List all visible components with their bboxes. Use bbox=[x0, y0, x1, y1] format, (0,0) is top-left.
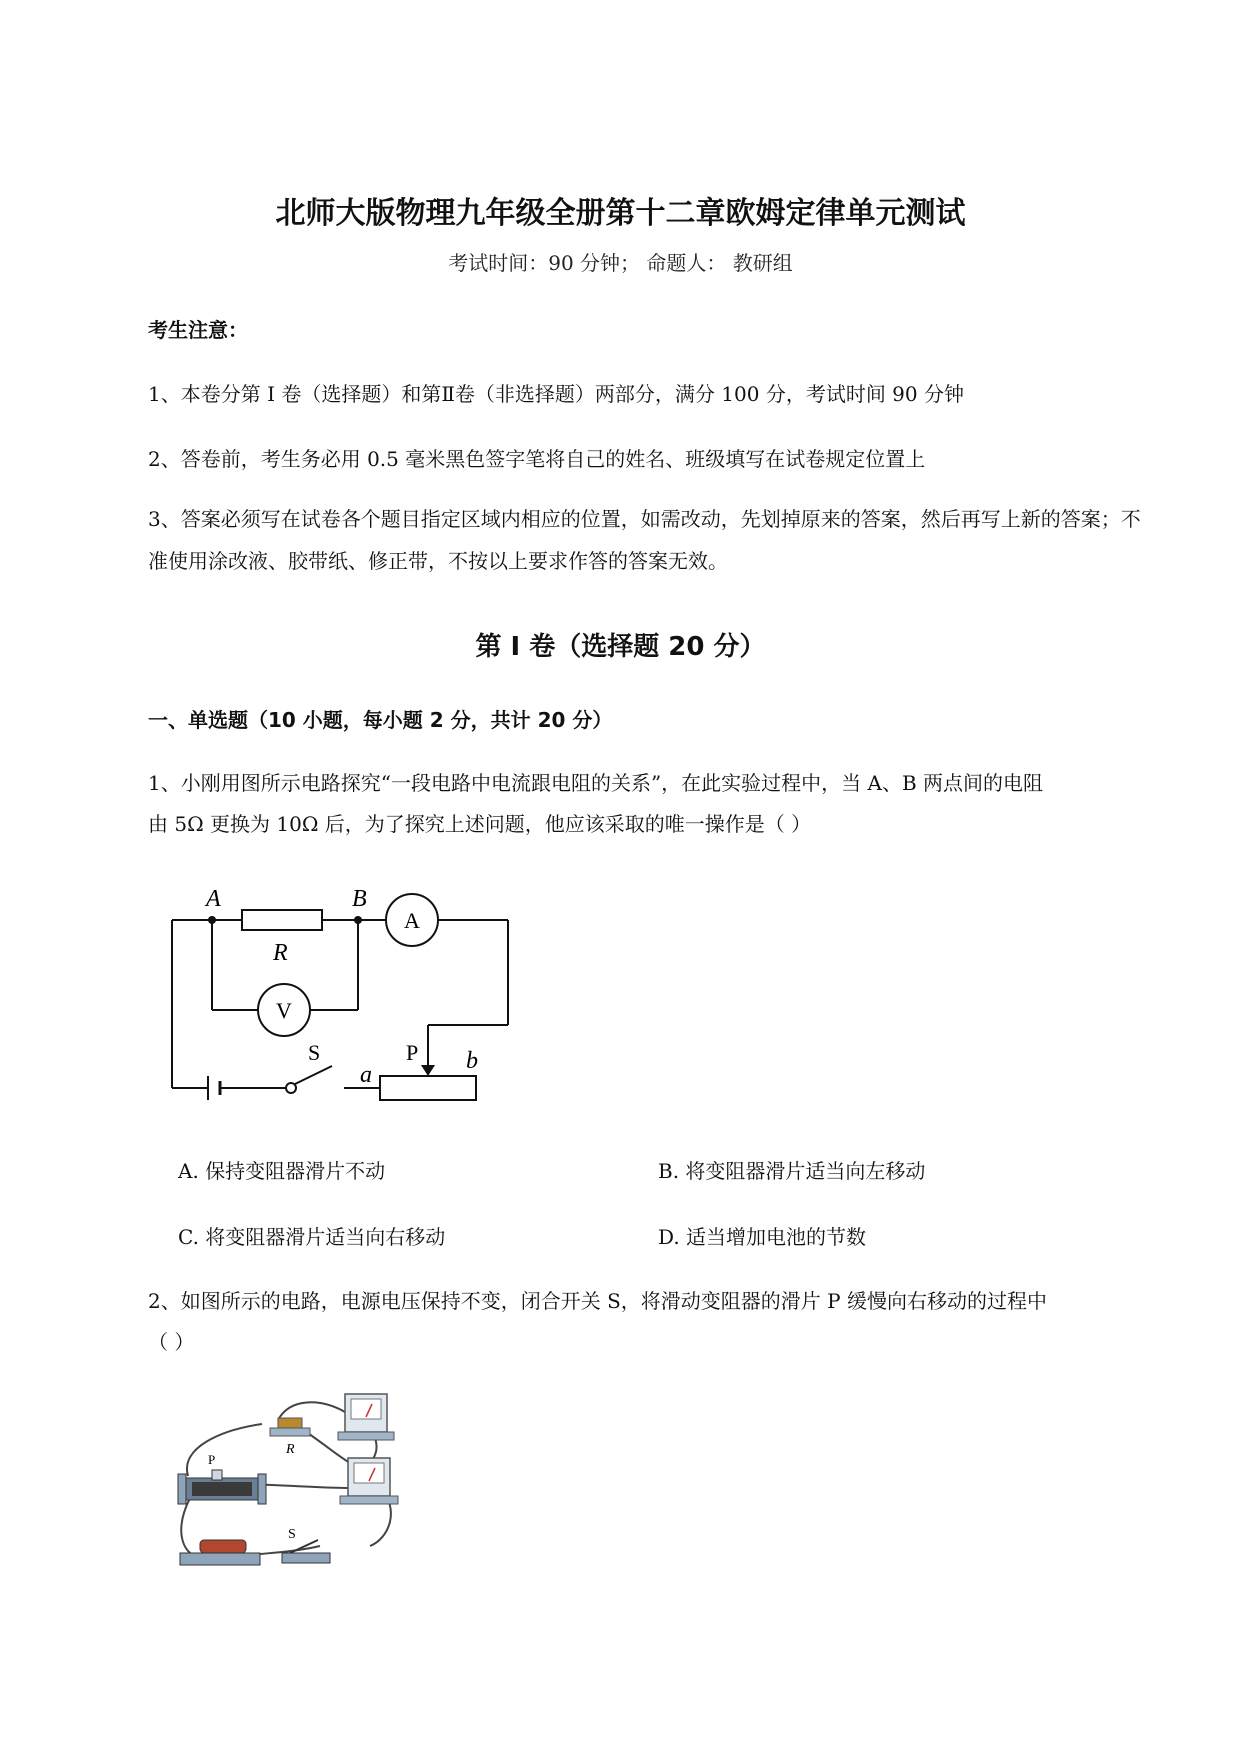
label-a: A bbox=[206, 886, 221, 912]
question-2-circuit-photo bbox=[170, 1388, 420, 1588]
label-b-end: b bbox=[466, 1048, 478, 1074]
switch-blade bbox=[295, 1066, 332, 1084]
label-r: R bbox=[286, 1442, 295, 1457]
label-b: B bbox=[352, 886, 367, 912]
notice-item-1: 1、本卷分第 I 卷（选择题）和第Ⅱ卷（非选择题）两部分，满分 100 分，考试时间 90 分钟 bbox=[148, 382, 964, 406]
voltmeter-label: V bbox=[276, 998, 292, 1023]
question-1-option-b[interactable]: B. 将变阻器滑片适当向左移动 bbox=[658, 1159, 926, 1183]
notice-item-3: 3、答案必须写在试卷各个题目指定区域内相应的位置，如需改动，先划掉原来的答案，然后再写上新的答案；不准使用涂改液、胶带纸、修正带，不按以上要求作答的答案无效。 bbox=[148, 507, 1141, 573]
ammeter-label: A bbox=[404, 908, 420, 933]
question-1-option-c[interactable]: C. 将变阻器滑片适当向右移动 bbox=[178, 1225, 446, 1249]
question-1-circuit-diagram bbox=[160, 870, 540, 1110]
junction-b bbox=[354, 916, 362, 924]
question-1-stem-line1: 1、小刚用图所示电路探究“一段电路中电流跟电阻的关系”，在此实验过程中，当 A、B 两点间的电阻 bbox=[148, 771, 1044, 795]
question-1-option-d[interactable]: D. 适当增加电池的节数 bbox=[658, 1225, 867, 1249]
rheostat-body bbox=[380, 1076, 476, 1100]
junction-a bbox=[208, 916, 216, 924]
question-1-option-a[interactable]: A. 保持变阻器滑片不动 bbox=[178, 1159, 386, 1183]
ammeter-device bbox=[340, 1458, 398, 1504]
label-p: P bbox=[208, 1452, 216, 1467]
switch-pivot bbox=[286, 1083, 296, 1093]
notice-item-2: 2、答卷前，考生务必用 0.5 毫米黑色签字笔将自己的姓名、班级填写在试卷规定位置上 bbox=[148, 447, 926, 471]
label-r: R bbox=[273, 940, 288, 966]
exam-info: 考试时间：90 分钟； 命题人： 教研组 bbox=[448, 251, 793, 275]
section-title: 第 I 卷（选择题 20 分） bbox=[475, 632, 766, 662]
battery-device bbox=[180, 1540, 260, 1565]
rheostat-device bbox=[178, 1470, 266, 1504]
label-s: S bbox=[308, 1040, 321, 1065]
label-p: P bbox=[406, 1040, 419, 1065]
question-2-stem-line2: （ ） bbox=[148, 1330, 195, 1354]
slider-arrow bbox=[421, 1065, 435, 1076]
voltmeter-device bbox=[338, 1394, 394, 1440]
question-1-stem-line2: 由 5Ω 更换为 10Ω 后，为了探究上述问题，他应该采取的唯一操作是（ ） bbox=[148, 812, 812, 836]
label-s: S bbox=[288, 1527, 296, 1542]
resistor-r bbox=[242, 910, 322, 930]
part-title: 一、单选题（10 小题，每小题 2 分，共计 20 分） bbox=[148, 708, 613, 732]
page-title: 北师大版物理九年级全册第十二章欧姆定律单元测试 bbox=[275, 196, 966, 231]
label-a-end: a bbox=[360, 1062, 372, 1088]
fixed-resistor-device bbox=[270, 1418, 310, 1436]
notice-heading: 考生注意： bbox=[148, 318, 248, 342]
question-2-stem-line1: 2、如图所示的电路，电源电压保持不变，闭合开关 S，将滑动变阻器的滑片 P 缓慢向右移动的过程中 bbox=[148, 1289, 1047, 1313]
